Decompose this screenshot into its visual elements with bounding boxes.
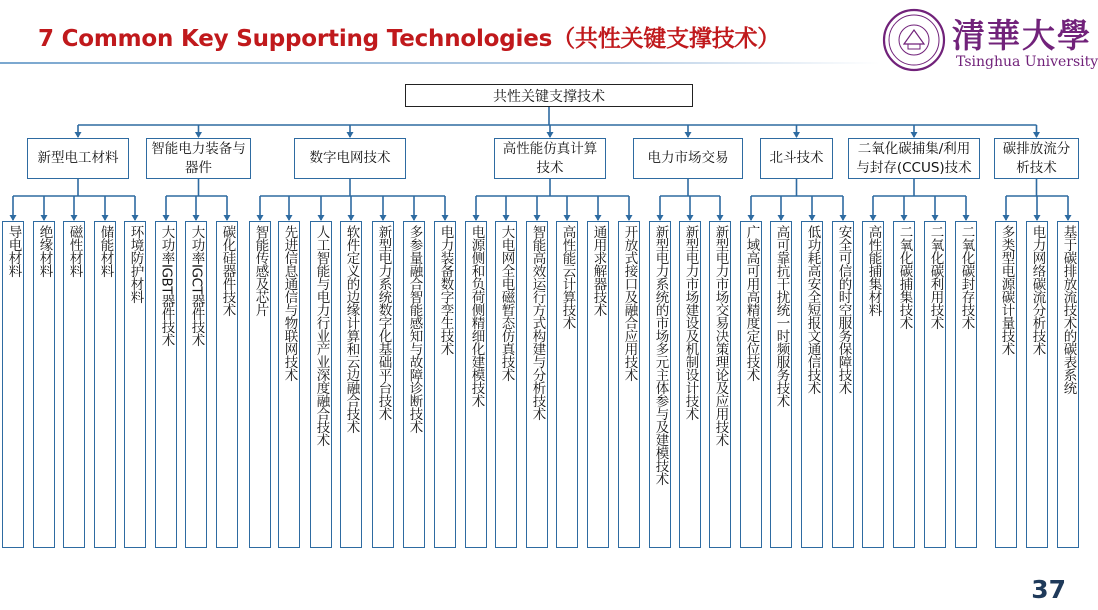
leaf-label: 二氧化碳封存技术	[958, 225, 975, 329]
root-node	[405, 84, 693, 107]
leaf-label: 基于碳排放流技术的碳表系统	[1060, 225, 1077, 394]
leaf-label: 绝缘材料	[36, 225, 53, 277]
category-node	[146, 138, 251, 179]
leaf-label: 大电网全电磁暂态仿真技术	[498, 225, 515, 381]
category-node	[848, 138, 980, 179]
logo-chinese-name: 清華大學	[952, 16, 1092, 55]
category-label: 二氧化碳捕集/利用与封存(CCUS)技术	[856, 140, 972, 176]
logo-english-name: Tsinghua University	[956, 54, 1098, 70]
leaf-node	[495, 221, 517, 548]
leaf-node	[556, 221, 578, 548]
leaf-node	[862, 221, 884, 548]
leaf-node	[1026, 221, 1048, 548]
category-label: 北斗技术	[769, 150, 824, 166]
leaf-label: 安全可信的时空服务保障技术	[835, 225, 852, 394]
leaf-label: 电源侧和负荷侧精细化建模技术	[468, 225, 485, 407]
category-label: 电力市场交易	[647, 150, 729, 166]
leaf-node	[155, 221, 177, 548]
category-node	[494, 138, 606, 179]
leaf-label: 多类型电源碳计量技术	[998, 225, 1015, 355]
leaf-node	[526, 221, 548, 548]
category-node	[633, 138, 743, 179]
leaf-node	[63, 221, 85, 548]
root-node-label: 共性关键支撑技术	[493, 88, 605, 105]
leaf-label: 二氧化碳捕集技术	[896, 225, 913, 329]
leaf-node	[995, 221, 1017, 548]
leaf-label: 低功耗高安全短报文通信技术	[804, 225, 821, 394]
leaf-node	[33, 221, 55, 548]
leaf-label: 大功率IGBT器件技术	[158, 225, 175, 346]
leaf-label: 高性能云计算技术	[559, 225, 576, 329]
leaf-node	[770, 221, 792, 548]
leaf-node	[403, 221, 425, 548]
leaf-node	[649, 221, 671, 548]
leaf-node	[740, 221, 762, 548]
leaf-label: 环境防护材料	[127, 225, 144, 303]
leaf-node	[832, 221, 854, 548]
leaf-label: 广域高可用高精度定位技术	[743, 225, 760, 381]
leaf-label: 智能高效运行方式构建与分析技术	[529, 225, 546, 420]
leaf-node	[955, 221, 977, 548]
leaf-label: 新型电力市场建设及机制设计技术	[682, 225, 699, 420]
leaf-label: 高可靠抗干扰统一时频服务技术	[773, 225, 790, 407]
leaf-node	[587, 221, 609, 548]
leaf-label: 智能传感及芯片	[252, 225, 269, 316]
leaf-label: 磁性材料	[66, 225, 83, 277]
leaf-node	[310, 221, 332, 548]
leaf-node	[709, 221, 731, 548]
leaf-label: 软件定义的边缘计算和云边融合技术	[343, 225, 360, 433]
leaf-node	[1057, 221, 1079, 548]
page-number: 37	[1031, 575, 1066, 604]
leaf-node	[801, 221, 823, 548]
leaf-node	[249, 221, 271, 548]
leaf-label: 碳化硅器件技术	[219, 225, 236, 316]
leaf-label: 新型电力系统数字化基础平台技术	[375, 225, 392, 420]
category-label: 数字电网技术	[309, 150, 391, 166]
category-label: 智能电力装备与器件	[151, 140, 246, 176]
category-label: 新型电工材料	[37, 150, 119, 166]
category-label: 碳排放流分析技术	[1002, 140, 1071, 176]
leaf-node	[278, 221, 300, 548]
leaf-node	[434, 221, 456, 548]
leaf-node	[893, 221, 915, 548]
leaf-node	[618, 221, 640, 548]
leaf-label: 导电材料	[5, 225, 22, 277]
leaf-node	[924, 221, 946, 548]
leaf-node	[2, 221, 24, 548]
category-node	[994, 138, 1079, 179]
leaf-label: 多参量融合智能感知与故障诊断技术	[406, 225, 423, 433]
leaf-label: 高性能捕集材料	[865, 225, 882, 316]
leaf-label: 新型电力市场交易决策理论及应用技术	[712, 225, 729, 446]
leaf-label: 二氧化碳利用技术	[927, 225, 944, 329]
leaf-node	[216, 221, 238, 548]
leaf-label: 人工智能与电力行业产业深度融合技术	[313, 225, 330, 446]
leaf-node	[679, 221, 701, 548]
category-label: 高性能仿真计算技术	[502, 140, 598, 176]
category-node	[27, 138, 129, 179]
category-node	[760, 138, 833, 179]
leaf-label: 先进信息通信与物联网技术	[281, 225, 298, 381]
leaf-label: 电力网络碳流分析技术	[1029, 225, 1046, 355]
category-node	[294, 138, 406, 179]
leaf-label: 电力装备数字孪生技术	[437, 225, 454, 355]
leaf-node	[185, 221, 207, 548]
leaf-node	[124, 221, 146, 548]
leaf-node	[340, 221, 362, 548]
leaf-node	[94, 221, 116, 548]
leaf-label: 新型电力系统的市场多元主体参与及建模技术	[652, 225, 669, 485]
leaf-label: 通用求解器技术	[590, 225, 607, 316]
slide-title: 7 Common Key Supporting Technologies（共性关键支撑技术）	[38, 26, 781, 52]
leaf-label: 开放式接口及融合应用技术	[621, 225, 638, 381]
leaf-label: 大功率IGCT器件技术	[188, 225, 205, 347]
leaf-node	[465, 221, 487, 548]
leaf-node	[372, 221, 394, 548]
leaf-label: 储能材料	[97, 225, 114, 277]
